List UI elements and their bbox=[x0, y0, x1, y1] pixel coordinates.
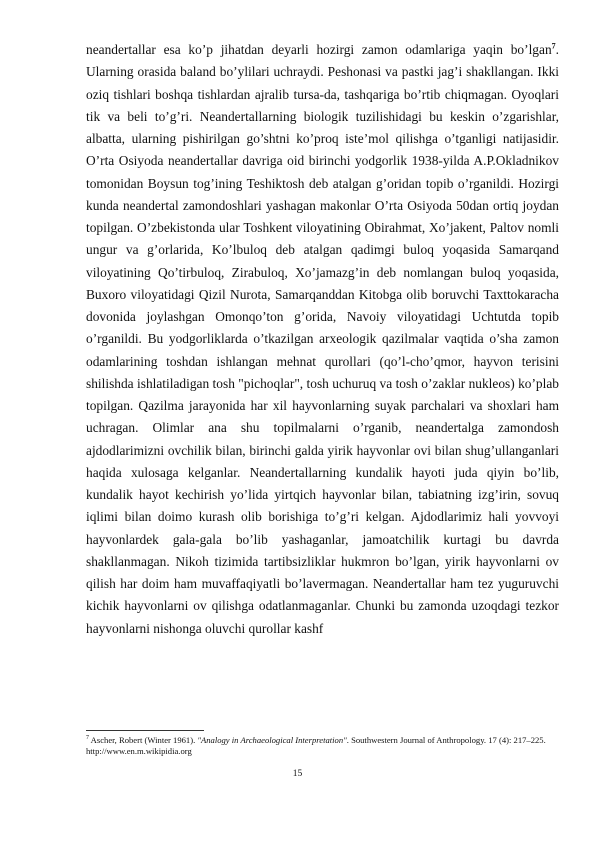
paragraph-text-start: neandertallar esa ko’p jihatdan deyarli hozirgi zamon odamlariga yaqin bo’lgan bbox=[86, 42, 552, 57]
footnote bbox=[86, 735, 559, 756]
footnote-author: Ascher, Robert (Winter 1961). bbox=[89, 735, 198, 745]
paragraph-text-continued: . Ularning orasida baland bo’ylilari uchraydi. Peshonasi va pastki jag’i shakllangan. Ikki oziq tishlari boshqa tishlardan ajralib tursa-da, tashqariga bo’rtib chiqmagan. Oyoqlari tik va beli to’g’ri. Neandertallarning biologik tuzilishidagi bu keskin o’zgarishlar, albatta, ularning pishirilgan go’shtni ko’proq iste’mol qilishga o’tganligi natijasidir. O’rta Osiyoda neandertallar davriga oid birinchi yodgorlik 1938-yilda A.P.Okladnikov tomonidan Boysun tog’ining Teshiktosh deb atalgan g’oridan topib o’rganildi. Hozirgi kunda neandertal zamondoshlari yashagan makonlar O’rta Osiyoda 50dan ortiq joydan topilgan. O’zbekistonda ular Toshkent viloyatining Obirahmat, Xo’jakent, Paltov nomli ungur va g’orlarida, Ko’lbuloq deb atalgan qadimgi buloq yoqasida Samarqand viloyatining Qo’tirbuloq, Zirabuloq, Xo’jamazg’in deb nomlangan buloq yoqasida, Buxoro viloyatidagi Qizil Nurota, Samarqanddan Kitobga olib boruvchi Taxttokaracha dovonida joylashgan Omonqo’ton g’orida, Navoiy viloyatidagi Uchtutda topib o’rganildi. Bu yodgorliklarda o’tkazilgan arxeologik qazilmalar vaqtida o’sha zamon odamlarining toshdan ishlangan mehnat qurollari (qo’l-cho’qmor, hayvon terisini shilishda ishlatiladigan tosh "pichoqlar", tosh uchuruq va tosh o’zaklar nukleos) ko’plab topilgan. Qazilma jarayonida har xil hayvonlarning suyak parchalari va shoxlari ham uchragan. Olimlar ana shu topilmalarni o’rganib, neandertalga zamondosh ajdodlarimizni ovchilik bilan, birinchi galda yirik hayvonlar ovi bilan shug’ullanganlari haqida xulosaga kelganlar. Neandertallarning kundalik hayoti juda qiyin bo’lib, kundalik hayot kechirish yo’lida yirtqich hayvonlar bilan, tabiatning izg’irin, sovuq iqlimi bilan doimo kurash olib borishiga to’g’ri kelgan. Ajdodlarimiz hali yovvoyi hayvonlardek gala-gala bo’lib yashaganlar, jamoatchilik kurtagi bu davrda shakllanmagan. Nikoh tizimida tartibsizliklar hukmron bo’lgan, yirik hayvonlarni ov qilish har doim ham muvaffaqiyatli bo’lavermagan. Neandertallar ham tez yuguruvchi kichik hayvonlarni ov qilishga odatlanmaganlar. Chunki bu zamonda uzoqdagi tezkor hayvonlarni nishonga oluvchi qurollar kashf bbox=[86, 42, 559, 636]
footnote-url-link[interactable]: http://www.en.m.wikipidia.org bbox=[86, 745, 192, 756]
footnote-title: "Analogy in Archaeological Interpretation" bbox=[197, 735, 347, 745]
footnote-separator bbox=[86, 730, 204, 731]
body-paragraph bbox=[86, 39, 559, 640]
page-number: 15 bbox=[292, 769, 303, 779]
footnote-journal: . Southwestern Journal of Anthropology. 17 (4): 217–225. bbox=[346, 735, 546, 745]
footnote-number: 7 bbox=[86, 735, 89, 742]
footnote-reference[interactable]: 7 bbox=[551, 41, 556, 51]
